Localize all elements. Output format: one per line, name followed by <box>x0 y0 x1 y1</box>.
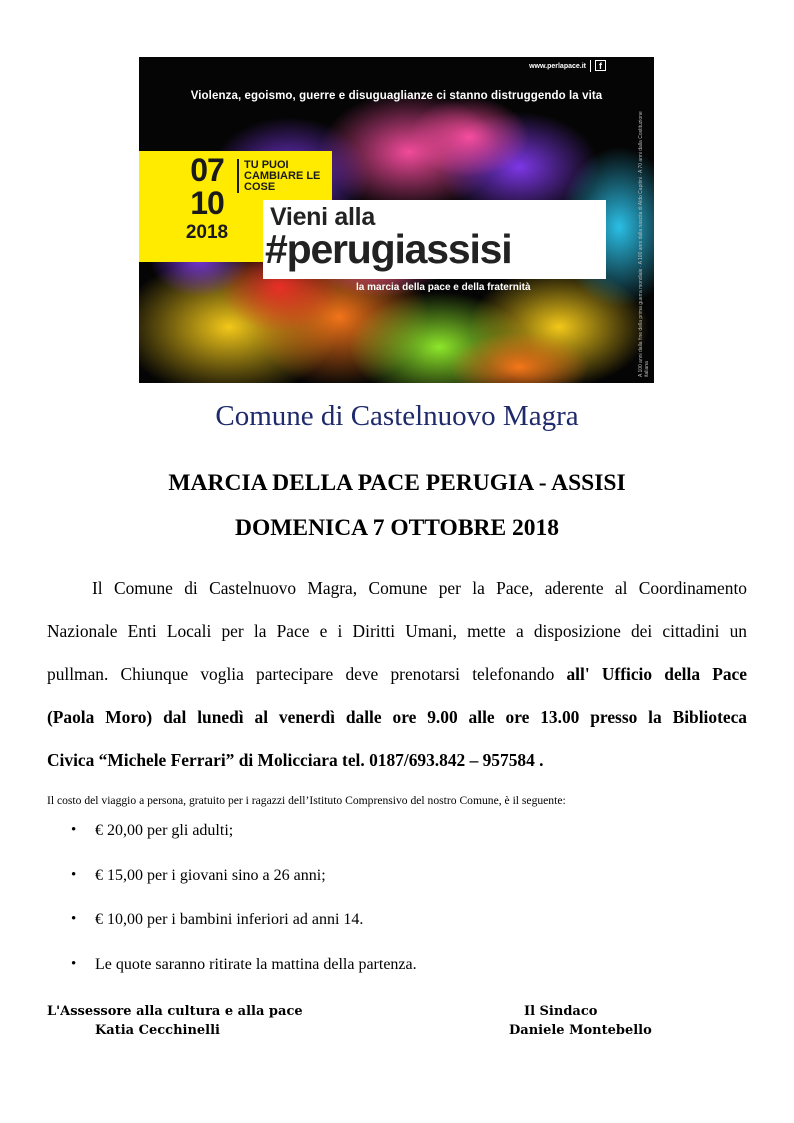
poster-tagline: TU PUOI CAMBIARE LE COSE <box>244 159 321 193</box>
bullet-icon: • <box>71 955 77 972</box>
list-item: • € 20,00 per gli adulti; <box>71 822 234 839</box>
event-title: MARCIA DELLA PACE PERUGIA - ASSISI <box>168 470 626 496</box>
date-day: 07 <box>190 152 224 188</box>
bullet-icon: • <box>71 866 77 883</box>
poster-side-text: A 100 anni dalla fine della prima guerra mondiale · A 100 anni dalla nascita di Aldo Capitini · A 70 anni dalla Costituzione italiana <box>638 111 650 377</box>
body-line-2: Nazionale Enti Locali per la Pace e i Diritti Umani, mette a disposizione dei cittadini un <box>47 621 747 641</box>
poster-vieni: Vieni alla <box>270 203 375 231</box>
list-item: • Le quote saranno ritirate la mattina della partenza. <box>71 955 417 973</box>
assessore-name: Katia Cecchinelli <box>95 1023 220 1038</box>
poster-hashtag: #perugiassisi <box>265 226 512 272</box>
assessore-role: L'Assessore alla cultura e alla pace <box>47 1004 303 1019</box>
list-item: • € 10,00 per i bambini inferiori ad anni 14. <box>71 911 364 928</box>
body-line-3: pullman. Chiunque voglia partecipare deve prenotarsi telefonando all' Ufficio della Pace <box>47 664 747 684</box>
comune-heading: Comune di Castelnuovo Magra <box>215 400 579 432</box>
body-line-4: (Paola Moro) dal lunedì al venerdì dalle ore 9.00 alle ore 13.00 presso la Biblioteca <box>47 707 747 727</box>
poster-date <box>177 154 237 244</box>
bullet-icon: • <box>71 822 77 838</box>
date-year: 2018 <box>185 222 229 243</box>
bullet-icon: • <box>71 911 77 927</box>
poster-slogan: Violenza, egoismo, guerre e disuguaglianze ci stanno distruggendo la vita <box>190 90 603 102</box>
cost-intro: Il costo del viaggio a persona, gratuito per i ragazzi dell’Istituto Comprensivo del nostro Comune, è il seguente: <box>47 794 566 807</box>
poster-image <box>139 57 654 383</box>
header-separator <box>590 60 591 72</box>
ufficio-pace: all' Ufficio della Pace <box>566 664 747 684</box>
list-item: • € 15,00 per i giovani sino a 26 anni; <box>71 866 326 884</box>
body-line-5: Civica “Michele Ferrari” di Molicciara tel. 0187/693.842 – 957584 . <box>47 750 544 770</box>
sindaco-name: Daniele Montebello <box>509 1023 652 1038</box>
price-list <box>71 822 417 1000</box>
event-date: DOMENICA 7 OTTOBRE 2018 <box>234 515 560 541</box>
facebook-icon: f <box>595 60 606 71</box>
date-divider <box>237 159 239 193</box>
date-month: 10 <box>190 185 224 221</box>
sindaco-role: Il Sindaco <box>524 1004 598 1019</box>
body-line-1: Il Comune di Castelnuovo Magra, Comune per la Pace, aderente al Coordinamento <box>92 578 747 598</box>
poster-url: www.perlapace.it <box>529 63 586 70</box>
poster-subline: la marcia della pace e della fraternità <box>356 282 531 293</box>
